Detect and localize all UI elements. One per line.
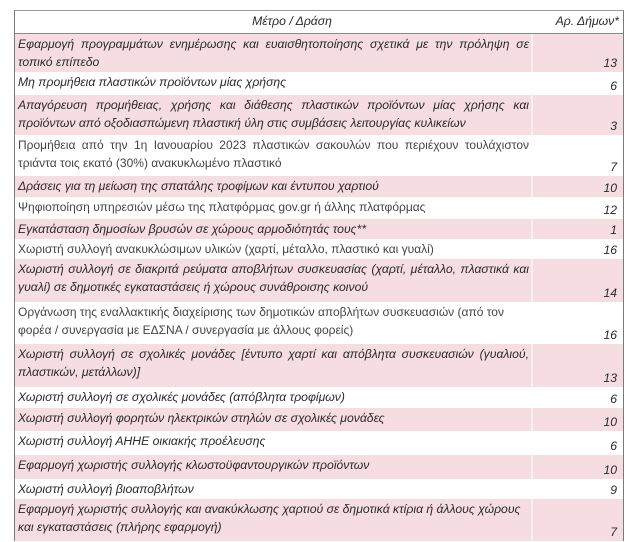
row-count: 13 bbox=[531, 34, 623, 72]
table-row bbox=[15, 408, 623, 431]
row-count: 12 bbox=[531, 197, 623, 219]
table-row bbox=[15, 135, 623, 176]
header-count: Αρ. Δήμων* bbox=[555, 14, 619, 28]
table-row bbox=[15, 431, 623, 455]
table-row bbox=[15, 34, 623, 72]
row-count: 10 bbox=[531, 176, 623, 197]
table-row bbox=[15, 72, 623, 95]
row-measure: Προμήθεια από την 1η Ιανουαρίου 2023 πλαστικών σακουλών που περιέχουν τουλάχιστον τριάντα τοις εκατό (30%) ανακυκλωμένο πλαστικό bbox=[18, 138, 529, 170]
header-measure: Μέτρο / Δράση bbox=[252, 14, 332, 29]
table-row bbox=[15, 176, 623, 197]
table-row bbox=[15, 239, 623, 259]
row-measure: Οργάνωση της εναλλακτικής διαχείρισης των δημοτικών αποβλήτων συσκευασιών (από τον φορέα / συνεργασία με ΕΔΣΝΑ / συνεργασία με άλλους φορείς) bbox=[18, 305, 504, 337]
row-measure: Δράσεις για τη μείωση της σπατάλης τροφίμων και έντυπου χαρτιού bbox=[18, 179, 379, 193]
row-measure: Εγκατάσταση δημοσίων βρυσών σε χώρους αρμοδιότητάς τους** bbox=[18, 222, 367, 236]
row-count: 13 bbox=[531, 344, 623, 387]
row-count: 16 bbox=[531, 239, 623, 259]
row-count: 3 bbox=[531, 95, 623, 135]
row-measure: Απαγόρευση προμήθειας, χρήσης και διάθεσης πλαστικών προϊόντων μίας χρήσης και προϊόντων από οξοδιασπώμενη πλαστική ύλη στις συμβάσεις λειτουργίας κυλικείων bbox=[18, 98, 529, 130]
table-row bbox=[15, 455, 623, 479]
row-measure: Εφαρμογή χωριστής συλλογής και ανακύκλωσης χαρτιού σε δημοτικά κτίρια ή άλλους χώρους και εγκαταστάσεις (πλήρης εφαρμογή) bbox=[18, 502, 521, 534]
row-measure: Ψηφιοποίηση υπηρεσιών μέσω της πλατφόρμας gov.gr ή άλλης πλατφόρμας bbox=[18, 200, 426, 214]
row-measure: Χωριστή συλλογή σε διακριτά ρεύματα αποβλήτων συσκευασίας (χαρτί, μέταλλο, πλαστικά και γυαλί) σε δημοτικές εγκαταστάσεις ή χώρους συνάθροισης κοινού bbox=[18, 262, 529, 294]
table-row bbox=[15, 259, 623, 302]
row-count: 14 bbox=[531, 259, 623, 302]
row-measure: Χωριστή συλλογή ΑΗΗΕ οικιακής προέλευσης bbox=[18, 434, 266, 448]
row-count: 9 bbox=[531, 479, 623, 499]
table-row bbox=[15, 302, 623, 344]
row-count: 1 bbox=[531, 219, 623, 239]
table-row bbox=[15, 499, 623, 541]
table-row bbox=[15, 387, 623, 408]
row-count: 7 bbox=[531, 135, 623, 176]
row-measure: Χωριστή συλλογή βιοαποβλήτων bbox=[18, 482, 194, 496]
row-count: 7 bbox=[531, 499, 623, 541]
row-measure: Χωριστή συλλογή σε σχολικές μονάδες [έντυπο χαρτί και απόβλητα συσκευασιών (γυαλιού, πλαστικών, μετάλλων)] bbox=[18, 347, 529, 379]
row-measure: Χωριστή συλλογή ανακυκλώσιμων υλικών (χαρτί, μέταλλο, πλαστικό και γυαλί) bbox=[18, 242, 434, 256]
table-row bbox=[15, 219, 623, 239]
row-measure: Χωριστή συλλογή σε σχολικές μονάδες (απόβλητα τροφίμων) bbox=[18, 390, 345, 404]
table-row bbox=[15, 344, 623, 387]
row-count: 10 bbox=[531, 455, 623, 479]
row-measure: Χωριστή συλλογή φορητών ηλεκτρικών στηλών σε σχολικές μονάδες bbox=[18, 411, 385, 425]
measures-table bbox=[14, 10, 624, 541]
row-measure: Μη προμήθεια πλαστικών προϊόντων μίας χρήσης bbox=[18, 75, 287, 89]
row-count: 6 bbox=[531, 431, 623, 455]
row-count: 10 bbox=[531, 408, 623, 431]
row-count: 6 bbox=[531, 387, 623, 408]
row-count: 6 bbox=[531, 72, 623, 95]
row-measure: Εφαρμογή προγραμμάτων ενημέρωσης και ευαισθητοποίησης σχετικά με την πρόληψη σε τοπικό επίπεδο bbox=[18, 37, 529, 69]
table-row bbox=[15, 95, 623, 135]
table-header bbox=[15, 11, 623, 34]
row-measure: Εφαρμογή χωριστής συλλογής κλωστοϋφαντουργικών προϊόντων bbox=[18, 458, 370, 472]
table-row bbox=[15, 197, 623, 219]
table-row bbox=[15, 479, 623, 499]
row-count: 16 bbox=[531, 302, 623, 344]
